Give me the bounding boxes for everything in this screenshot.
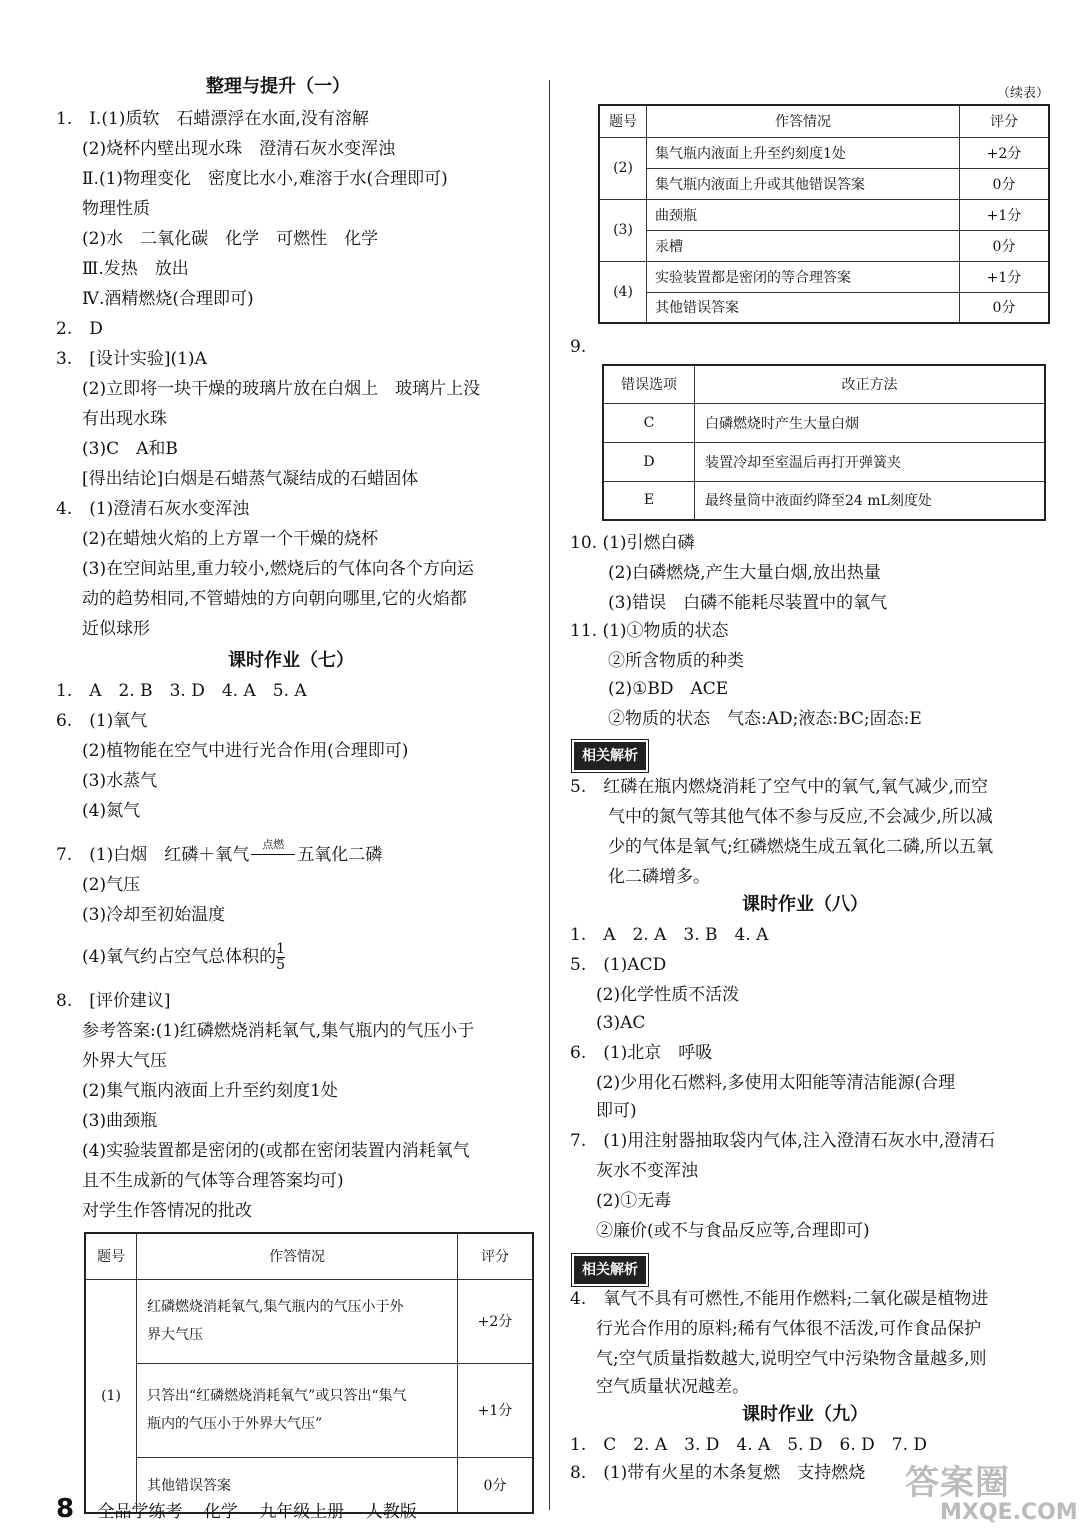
table-cell: 白磷燃烧时产生大量白烟 bbox=[695, 403, 1046, 442]
answer-line: 参考答案:(1)红磷燃烧消耗氧气,集气瓶内的气压小于 bbox=[82, 1021, 475, 1041]
analysis-tag bbox=[574, 1256, 646, 1284]
answer-line: 6. (1)北京 呼吸 bbox=[570, 1043, 713, 1063]
table-cell: 其他错误答案 bbox=[647, 292, 960, 323]
table-header: 题号 bbox=[85, 1233, 137, 1279]
question-number: 9. bbox=[570, 337, 587, 357]
analysis-tag bbox=[574, 742, 646, 770]
analysis-line: 化二磷增多。 bbox=[608, 867, 710, 887]
subject: 化学 bbox=[203, 1502, 238, 1522]
answer-line: (4)氮气 bbox=[82, 801, 141, 821]
answer-line: (2)植物能在空气中进行光合作用(合理即可) bbox=[82, 741, 409, 761]
answer-line: (2)水 二氧化碳 化学 可燃性 化学 bbox=[82, 229, 379, 249]
answer-line: 对学生作答情况的批改 bbox=[82, 1201, 252, 1221]
table-cell: D bbox=[603, 442, 695, 481]
table-cell: +2分 bbox=[458, 1279, 534, 1363]
reaction-arrow bbox=[249, 838, 297, 866]
answer-line: 2. D bbox=[56, 319, 103, 339]
correction-table bbox=[602, 364, 1046, 521]
analysis-line: 行光合作用的原料;稀有气体很不活泼,可作食品保护 bbox=[596, 1319, 982, 1339]
answer-line: 外界大气压 bbox=[82, 1051, 167, 1071]
table-cell: (3) bbox=[599, 199, 647, 261]
table-cell: 实验装置都是密闭的等合理答案 bbox=[647, 261, 960, 292]
analysis-line: 4. 氧气不具有可燃性,不能用作燃料;二氧化碳是植物进 bbox=[570, 1289, 989, 1309]
book-title: 全品学练考 bbox=[97, 1502, 183, 1522]
answer-line: (2)①BD ACE bbox=[608, 679, 729, 699]
table-cell: 0分 bbox=[458, 1457, 534, 1513]
answer-line-equation bbox=[56, 838, 383, 866]
answer-line: (2)烧杯内壁出现水珠 澄清石灰水变浑浊 bbox=[82, 139, 396, 159]
table-cell: +1分 bbox=[458, 1363, 534, 1457]
analysis-line: 空气质量状况越差。 bbox=[596, 1377, 749, 1397]
answer-line: 10. (1)引燃白磷 bbox=[570, 533, 695, 553]
table-cell: 汞槽 bbox=[647, 230, 960, 261]
answer-line: 1. A 2. B 3. D 4. A 5. A bbox=[56, 681, 307, 701]
answer-line: (4)实验装置都是密闭的(或都在密闭装置内消耗氧气 bbox=[82, 1141, 470, 1161]
answer-line: 1. C 2. A 3. D 4. A 5. D 6. D 7. D bbox=[570, 1435, 928, 1455]
answer-line: ②廉价(或不与食品反应等,合理即可) bbox=[596, 1221, 870, 1241]
cell-text: 界大气压 bbox=[147, 1327, 203, 1343]
fraction bbox=[276, 942, 285, 973]
table-header: 题号 bbox=[599, 105, 647, 137]
answer-line: 1. Ⅰ.(1)质软 石蜡漂浮在水面,没有溶解 bbox=[56, 109, 369, 129]
answer-line: 物理性质 bbox=[82, 199, 150, 219]
cell-text: 只答出“红磷燃烧消耗氧气”或只答出“集气 bbox=[147, 1388, 407, 1404]
fraction-denominator: 5 bbox=[276, 957, 286, 973]
answer-line: 近似球形 bbox=[82, 619, 150, 639]
answer-line: Ⅲ.发热 放出 bbox=[82, 259, 189, 279]
analysis-line: 气中的氮气等其他气体不参与反应,不会减少,所以减 bbox=[608, 807, 993, 827]
answer-line: (3)错误 白磷不能耗尽装置中的氧气 bbox=[608, 593, 888, 613]
answer-line: 7. (1)用注射器抽取袋内气体,注入澄清石灰水中,澄清石 bbox=[570, 1131, 996, 1151]
table-cell: +1分 bbox=[960, 261, 1050, 292]
answer-line: [得出结论]白烟是石蜡蒸气凝结成的石蜡固体 bbox=[82, 469, 419, 489]
answer-line: 5. (1)ACD bbox=[570, 955, 667, 975]
column-divider bbox=[549, 80, 550, 1510]
answer-line: (3)水蒸气 bbox=[82, 771, 158, 791]
answer-line: (3)C A和B bbox=[82, 439, 178, 459]
grading-table-2 bbox=[598, 104, 1050, 324]
table-cell: 集气瓶内液面上升至约刻度1处 bbox=[647, 137, 960, 168]
table-cell: (2) bbox=[599, 137, 647, 199]
answer-line: ②所含物质的种类 bbox=[608, 651, 744, 671]
table-cell: E bbox=[603, 481, 695, 520]
section-title: 课时作业（九） bbox=[742, 1404, 868, 1425]
table-header: 作答情况 bbox=[137, 1233, 458, 1279]
table-cell bbox=[137, 1279, 458, 1363]
answer-line: 1. A 2. A 3. B 4. A bbox=[570, 925, 769, 945]
table-header: 改正方法 bbox=[695, 365, 1046, 403]
analysis-tag-label: 相关解析 bbox=[574, 1256, 646, 1284]
table-cell: 曲颈瓶 bbox=[647, 199, 960, 230]
answer-line: 11. (1)①物质的状态 bbox=[570, 621, 729, 641]
answer-line-fraction bbox=[82, 942, 285, 973]
grade: 九年级上册 bbox=[259, 1502, 345, 1522]
answer-line: (2)在蜡烛火焰的上方罩一个干燥的烧杯 bbox=[82, 529, 379, 549]
analysis-line: 少的气体是氧气;红磷燃烧生成五氧化二磷,所以五氧 bbox=[608, 837, 994, 857]
grading-table-1 bbox=[84, 1232, 534, 1514]
answer-line: 即可) bbox=[596, 1101, 637, 1121]
answer-line: (2)立即将一块干燥的玻璃片放在白烟上 玻璃片上没 bbox=[82, 379, 481, 399]
table-cell: +1分 bbox=[960, 199, 1050, 230]
table-header: 评分 bbox=[458, 1233, 534, 1279]
table-cell: 其他错误答案 bbox=[137, 1457, 458, 1513]
table-header: 作答情况 bbox=[647, 105, 960, 137]
equation-text: 7. (1)白烟 红磷＋氧气 bbox=[56, 845, 250, 865]
page-number: 8 bbox=[56, 1494, 75, 1524]
watermark-url: MXQE.COM bbox=[940, 1500, 1078, 1525]
answer-line: (3)曲颈瓶 bbox=[82, 1111, 158, 1131]
page-footer bbox=[56, 1494, 433, 1524]
answer-line: (3)在空间站里,重力较小,燃烧后的气体向各个方向运 bbox=[82, 559, 474, 579]
answer-line: 灰水不变浑浊 bbox=[596, 1161, 698, 1181]
answer-line: (2)少用化石燃料,多使用太阳能等清洁能源(合理 bbox=[596, 1073, 956, 1093]
table-cell bbox=[137, 1363, 458, 1457]
answer-line: 有出现水珠 bbox=[82, 409, 167, 429]
section-title: 整理与提升（一） bbox=[206, 76, 350, 97]
cell-text: 红磷燃烧消耗氧气,集气瓶内的气压小于外 bbox=[147, 1299, 404, 1315]
answer-line: 8. [评价建议] bbox=[56, 991, 171, 1011]
table-cell: 0分 bbox=[960, 292, 1050, 323]
answer-line: (2)白磷燃烧,产生大量白烟,放出热量 bbox=[608, 563, 881, 583]
analysis-line: 5. 红磷在瓶内燃烧消耗了空气中的氧气,氧气减少,而空 bbox=[570, 777, 989, 797]
answer-line: 4. (1)澄清石灰水变浑浊 bbox=[56, 499, 250, 519]
table-cell: (4) bbox=[599, 261, 647, 323]
answer-line: ②物质的状态 气态:AD;液态:BC;固态:E bbox=[608, 709, 922, 729]
table-cell: 装置冷却至室温后再打开弹簧夹 bbox=[695, 442, 1046, 481]
section-title: 课时作业（七） bbox=[228, 650, 354, 671]
answer-line: 8. (1)带有火星的木条复燃 支持燃烧 bbox=[570, 1463, 866, 1483]
answer-line: (2)气压 bbox=[82, 875, 141, 895]
table-cell: (1) bbox=[85, 1279, 137, 1513]
reaction-condition: 点燃 bbox=[262, 838, 285, 851]
fraction-prefix: (4)氧气约占空气总体积的 bbox=[82, 947, 277, 967]
cell-text: 瓶内的气压小于外界大气压” bbox=[147, 1416, 323, 1432]
section-title: 课时作业（八） bbox=[742, 894, 868, 915]
watermark-logo: 答案圈 bbox=[905, 1463, 1010, 1503]
table-cell: 集气瓶内液面上升或其他错误答案 bbox=[647, 168, 960, 199]
table-cell: +2分 bbox=[960, 137, 1050, 168]
answer-line: 动的趋势相同,不管蜡烛的方向朝向哪里,它的火焰都 bbox=[82, 589, 467, 609]
answer-line: (2)①无毒 bbox=[596, 1191, 672, 1211]
equation-product: 五氧化二磷 bbox=[297, 845, 383, 865]
table-header: 评分 bbox=[960, 105, 1050, 137]
answer-line: 6. (1)氧气 bbox=[56, 711, 148, 731]
table-cell: C bbox=[603, 403, 695, 442]
answer-line: Ⅳ.酒精燃烧(合理即可) bbox=[82, 289, 254, 309]
answer-line: (2)集气瓶内液面上升至约刻度1处 bbox=[82, 1081, 338, 1101]
answer-line: 3. [设计实验](1)A bbox=[56, 349, 207, 369]
continued-table-label: （续表） bbox=[996, 86, 1049, 101]
table-cell: 0分 bbox=[960, 168, 1050, 199]
table-header: 错误选项 bbox=[603, 365, 695, 403]
answer-line: (3)冷却至初始温度 bbox=[82, 905, 226, 925]
fraction-numerator: 1 bbox=[276, 941, 286, 957]
analysis-line: 气;空气质量指数越大,说明空气中污染物含量越多,则 bbox=[596, 1349, 987, 1369]
answer-line: Ⅱ.(1)物理变化 密度比水小,难溶于水(合理即可) bbox=[82, 169, 448, 189]
answer-line: (2)化学性质不活泼 bbox=[596, 985, 740, 1005]
answer-line: (3)AC bbox=[596, 1013, 646, 1033]
answer-line: 且不生成新的气体等合理答案均可) bbox=[82, 1171, 344, 1191]
table-cell: 最终量筒中液面约降至24 mL刻度处 bbox=[695, 481, 1046, 520]
edition: 人教版 bbox=[365, 1502, 417, 1522]
table-cell: 0分 bbox=[960, 230, 1050, 261]
analysis-tag-label: 相关解析 bbox=[574, 742, 646, 770]
